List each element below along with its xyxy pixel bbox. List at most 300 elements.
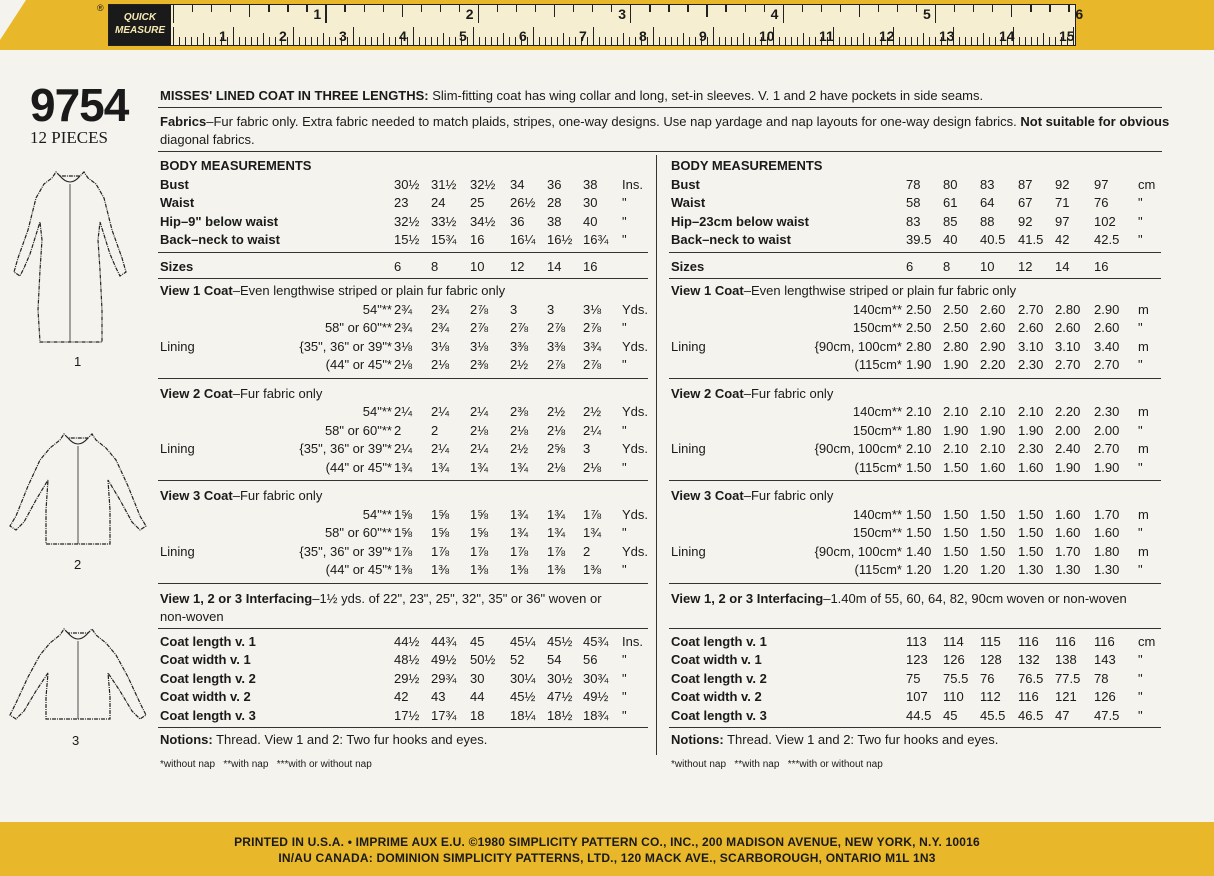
measurement-value: 39.5 <box>906 232 932 247</box>
yardage-value: 1¾ <box>510 525 529 540</box>
finished-measurement-value: 116 <box>1018 633 1039 649</box>
ruler-tick <box>215 37 216 45</box>
unit-label: " <box>1138 652 1143 667</box>
size-value: 6 <box>394 258 402 274</box>
yardage-value: 1.20 <box>943 562 969 577</box>
yardage-value: 2⅛ <box>547 459 566 475</box>
measurement-value: 16¾ <box>583 232 609 247</box>
measurement-value: 78 <box>906 176 921 192</box>
yardage-value: 1⅞ <box>510 543 529 559</box>
ruler-tick <box>1031 37 1032 45</box>
ruler-tick <box>935 5 936 23</box>
finished-measurement-value: 45 <box>943 707 958 723</box>
sketch-label-2: 2 <box>74 557 82 572</box>
yardage-value: 1.30 <box>1094 562 1120 577</box>
ruler-tick <box>515 37 516 45</box>
ruler-cm-mark: 9 <box>699 28 707 44</box>
measurement-value: 40.5 <box>980 232 1006 247</box>
finished-measurement-value: 138 <box>1055 652 1077 667</box>
yardage-value: 2.00 <box>1055 422 1081 438</box>
ruler-inch-mark: 5 <box>923 6 931 22</box>
ruler-tick <box>551 37 552 45</box>
yardage-value: 1⅞ <box>394 543 413 559</box>
yardage-value: 3⅛ <box>583 301 602 317</box>
yardage-value: 2.80 <box>906 338 932 354</box>
measurement-value: 102 <box>1094 213 1116 229</box>
ruler-cm-mark: 7 <box>579 28 587 44</box>
measurement-value: 67 <box>1018 195 1033 210</box>
ruler-tick <box>743 33 744 45</box>
ruler-tick <box>497 5 498 12</box>
measurement-label: Bust <box>160 176 189 192</box>
ruler-tick <box>971 37 972 45</box>
ruler-tick <box>197 37 198 45</box>
ruler-tick <box>535 5 536 12</box>
unit-label: Ins. <box>622 176 643 192</box>
yardage-value: 2⅝ <box>547 441 566 456</box>
ruler-tick <box>554 5 555 17</box>
yardage-value: 1⅜ <box>394 562 413 577</box>
ruler-tick <box>647 37 648 45</box>
ruler-tick <box>629 37 630 45</box>
lining-label: Lining <box>160 441 195 456</box>
yardage-value: 1.90 <box>943 422 969 438</box>
fabric-width: 54"** <box>362 506 392 522</box>
ruler-tick <box>239 37 240 45</box>
ruler-tick <box>268 5 269 12</box>
yardage-value: 1⅜ <box>470 562 489 577</box>
yardage-value: 1.90 <box>1055 459 1081 475</box>
ruler-tick <box>845 37 846 45</box>
yardage-value: 1⅞ <box>470 543 489 559</box>
ruler-tick <box>677 37 678 45</box>
yardage-value: 2⅞ <box>510 320 529 335</box>
fabric-width: 140cm** <box>852 404 902 419</box>
finished-measurement-value: 113 <box>906 633 927 649</box>
size-value: 10 <box>980 258 995 274</box>
yardage-value: 1.50 <box>1018 543 1044 559</box>
yardage-value: 2.10 <box>980 404 1006 419</box>
finished-measurement-label: Coat width v. 1 <box>160 652 251 667</box>
ruler-tick <box>983 33 984 45</box>
description-title: MISSES' LINED COAT IN THREE LENGTHS: <box>160 88 429 103</box>
ruler-tick <box>311 37 312 45</box>
unit-label: " <box>1138 232 1143 247</box>
finished-measurement-value: 48½ <box>394 652 420 667</box>
measurement-value: 71 <box>1055 195 1070 210</box>
measurement-value: 87 <box>1018 176 1033 192</box>
ruler-tick <box>317 37 318 45</box>
measurement-value: 16¼ <box>510 232 536 247</box>
unit-label: " <box>622 195 627 210</box>
size-value: 12 <box>1018 258 1033 274</box>
divider <box>158 151 1162 152</box>
finished-measurement-label: Coat width v. 2 <box>160 689 251 704</box>
section-divider <box>669 628 1161 629</box>
ruler-tick <box>725 5 726 12</box>
yardage-value: 2¼ <box>431 441 450 456</box>
fabric-width: (44" or 45"* <box>325 459 392 475</box>
ruler-tick <box>725 37 726 45</box>
finished-measurement-value: 116 <box>1094 633 1115 649</box>
ruler-tick <box>533 27 534 45</box>
yardage-value: 2.60 <box>980 301 1006 317</box>
ruler-tick <box>425 37 426 45</box>
unit-label: " <box>622 652 627 667</box>
ruler-tick <box>257 37 258 45</box>
finished-measurement-label: Coat width v. 1 <box>671 652 762 667</box>
view-subtitle: –Fur fabric only <box>232 385 323 401</box>
view-title: View 3 Coat <box>671 488 744 503</box>
ruler-tick <box>1030 5 1031 12</box>
finished-measurement-value: 45½ <box>510 689 536 704</box>
yardage-value: 2.10 <box>980 441 1006 456</box>
finished-measurement-value: 114 <box>943 633 964 649</box>
ruler-tick <box>802 5 803 12</box>
measurement-value: 34 <box>510 176 525 192</box>
measurement-value: 61 <box>943 195 958 210</box>
finished-measurement-value: 30¾ <box>583 670 609 686</box>
yardage-value: 3⅛ <box>470 338 489 354</box>
finished-measurement-value: 116 <box>1018 689 1039 704</box>
measurement-value: 30 <box>583 195 598 210</box>
finished-measurement-value: 132 <box>1018 652 1040 667</box>
ruler-tick <box>323 33 324 45</box>
measurement-value: 88 <box>980 213 995 229</box>
ruler-tick <box>1049 37 1050 45</box>
ruler-tick <box>617 37 618 45</box>
ruler-tick <box>989 37 990 45</box>
ruler-tick <box>916 5 917 12</box>
yardage-value: 2⅜ <box>470 357 489 372</box>
yardage-value: 2.90 <box>1094 301 1120 317</box>
measurement-value: 26½ <box>510 195 536 210</box>
finished-measurement-value: 75 <box>906 670 921 686</box>
unit-label: " <box>1138 707 1143 723</box>
view-title: View 3 Coat <box>160 488 233 503</box>
yardage-value: 1.60 <box>1055 525 1081 540</box>
yardage-value: 1.30 <box>1055 562 1081 577</box>
unit-label: Yds. <box>622 404 649 419</box>
yardage-value: 1⅜ <box>547 562 566 577</box>
yardage-value: 1.80 <box>1094 543 1120 559</box>
ruler-tick <box>965 37 966 45</box>
yardage-value: 2.30 <box>1018 357 1044 372</box>
lining-label: Lining <box>671 441 706 456</box>
ruler-tick <box>683 33 684 45</box>
yardage-value: 1.20 <box>980 562 1006 577</box>
finished-measurement-value: 49½ <box>431 652 457 667</box>
view-subtitle: –Fur fabric only <box>232 488 323 503</box>
section-divider <box>158 480 648 481</box>
unit-label: Yds. <box>622 301 649 317</box>
ruler-tick <box>179 37 180 45</box>
measurement-value: 16 <box>470 232 485 247</box>
measurement-value: 76 <box>1094 195 1109 210</box>
unit-label: " <box>1138 670 1143 686</box>
fabric-width: 54"** <box>362 404 392 419</box>
measurement-value: 36 <box>547 176 562 192</box>
finished-measurement-value: 17½ <box>394 707 420 723</box>
yardage-value: 2¼ <box>394 441 413 456</box>
measurement-label: Waist <box>671 195 706 210</box>
fabric-width: {35", 36" or 39"* <box>299 338 392 354</box>
ruler-tick <box>749 37 750 45</box>
section-divider <box>158 378 648 379</box>
ruler-tick <box>249 5 250 17</box>
yardage-value: 2.20 <box>1055 404 1081 419</box>
yardage-value: 2.50 <box>943 301 969 317</box>
yardage-value: 2⅞ <box>470 320 489 335</box>
unit-label: " <box>622 422 627 438</box>
notions-title: Notions: <box>671 732 724 747</box>
view-title: View 1 Coat <box>160 283 233 298</box>
yardage-value: 2¼ <box>583 422 602 438</box>
measurement-label: Bust <box>671 176 700 192</box>
ruler-tick <box>665 37 666 45</box>
unit-label: " <box>1138 320 1143 335</box>
fabric-width: 58" or 60"** <box>324 525 392 540</box>
unit-label: " <box>1138 213 1143 229</box>
ruler-tick <box>797 37 798 45</box>
yardage-value: 3⅜ <box>510 338 529 354</box>
ruler-tick <box>402 5 403 17</box>
finished-measurement-value: 49½ <box>583 689 609 704</box>
unit-label: " <box>1138 562 1143 577</box>
measurement-value: 33½ <box>431 213 457 229</box>
ruler-tick <box>779 37 780 45</box>
interfacing-note <box>671 591 1127 607</box>
ruler-tick <box>973 5 974 12</box>
unit-label: Yds. <box>622 338 649 354</box>
measurement-value: 40 <box>943 232 958 247</box>
unit-label: " <box>622 689 627 704</box>
yardage-value: 2¼ <box>394 404 413 419</box>
ruler-tick <box>459 5 460 12</box>
ruler-tick <box>227 37 228 45</box>
yardage-value: 2.30 <box>1094 404 1120 419</box>
bottom-yellow-band <box>0 822 1214 876</box>
yardage-value: 2½ <box>583 404 602 419</box>
unit-label: " <box>1138 459 1143 475</box>
ruler-cm-mark: 12 <box>879 28 895 44</box>
ruler-tick <box>1055 37 1056 45</box>
measurement-value: 32½ <box>394 213 420 229</box>
finished-measurement-value: 116 <box>1055 633 1076 649</box>
notions-text: Thread. View 1 and 2: Two fur hooks and eyes. <box>723 732 999 747</box>
unit-label: " <box>622 213 627 229</box>
finished-measurement-value: 46.5 <box>1018 707 1044 723</box>
unit-label: Yds. <box>622 441 649 456</box>
ruler-tick <box>443 33 444 45</box>
yardage-value: 2.70 <box>1055 357 1081 372</box>
ruler-tick <box>251 37 252 45</box>
fabrics-text: –Fur fabric only. Extra fabric needed to match plaids, stripes, one-way designs. Use nap yardage and nap layouts for one-way design fabrics. <box>206 114 1017 129</box>
yardage-value: 2¾ <box>431 320 450 335</box>
ruler-tick <box>689 37 690 45</box>
finished-measurement-value: 50½ <box>470 652 496 667</box>
fabric-width: {35", 36" or 39"* <box>299 543 392 559</box>
yardage-value: 1.90 <box>1018 422 1044 438</box>
section-divider <box>669 727 1161 728</box>
finished-measurement-label: Coat width v. 2 <box>671 689 762 704</box>
ruler-tick <box>592 5 593 12</box>
yardage-value: 2⅛ <box>470 422 489 438</box>
ruler-tick <box>653 27 654 45</box>
section-divider <box>158 252 648 253</box>
finished-measurement-label: Coat length v. 2 <box>671 670 767 686</box>
ruler-tick <box>299 37 300 45</box>
yardage-value: 2¾ <box>394 301 413 317</box>
ruler-tick <box>959 37 960 45</box>
ruler-tick <box>659 37 660 45</box>
unit-label: " <box>622 670 627 686</box>
finished-measurement-value: 18 <box>470 707 485 723</box>
unit-label: " <box>622 320 627 335</box>
yardage-value: 1¾ <box>583 525 602 540</box>
yardage-value: 1¾ <box>547 506 566 522</box>
lining-label: Lining <box>671 338 706 354</box>
measurement-value: 23 <box>394 195 409 210</box>
finished-measurement-value: 29¾ <box>431 670 457 686</box>
yardage-value: 1.50 <box>943 525 969 540</box>
ruler-tick <box>599 37 600 45</box>
yardage-value: 1.30 <box>1018 562 1044 577</box>
registered-mark: ® <box>97 3 104 13</box>
yardage-value: 2.50 <box>906 301 932 317</box>
finished-measurement-value: 76 <box>980 670 995 686</box>
finished-measurement-value: 52 <box>510 652 525 667</box>
yardage-value: 2.60 <box>980 320 1006 335</box>
unit-label: " <box>1138 525 1143 540</box>
yardage-value: 3.10 <box>1055 338 1081 354</box>
yardage-value: 2.80 <box>943 338 969 354</box>
finished-measurement-label: Coat length v. 1 <box>671 633 767 649</box>
ruler-tick <box>383 5 384 12</box>
yardage-value: 1⅞ <box>431 543 450 559</box>
ruler-tick <box>630 5 631 23</box>
sizes-label: Sizes <box>160 258 194 274</box>
finished-measurement-value: 121 <box>1055 689 1077 704</box>
yardage-value: 2¾ <box>431 301 450 317</box>
unit-label: m <box>1138 404 1149 419</box>
measurement-value: 85 <box>943 213 958 229</box>
yardage-value: 2⅛ <box>394 357 413 372</box>
finished-measurement-value: 115 <box>980 633 1001 649</box>
unit-label: Yds. <box>622 543 649 559</box>
ruler-tick <box>557 37 558 45</box>
finished-measurement-value: 75.5 <box>943 670 969 686</box>
yardage-value: 1.50 <box>980 506 1006 522</box>
ruler-tick <box>649 5 650 12</box>
unit-label: m <box>1138 338 1149 354</box>
finished-measurement-value: 54 <box>547 652 562 667</box>
ruler-tick <box>839 37 840 45</box>
ruler-tick <box>1049 5 1050 12</box>
size-value: 6 <box>906 258 914 274</box>
ruler-tick <box>497 37 498 45</box>
finished-measurement-label: Coat length v. 3 <box>671 707 767 723</box>
view-yardage-title <box>671 386 833 402</box>
ruler-tick <box>173 5 174 23</box>
view-subtitle: –Even lengthwise striped or plain fur fabric only <box>232 283 506 298</box>
interfacing-title: View 1, 2 or 3 Interfacing <box>671 590 824 606</box>
ruler-tick <box>809 37 810 45</box>
interfacing-text: –1½ yds. of 22", 23", 25", 32", 35" or 36" woven or <box>312 590 602 606</box>
yardage-value: 1.50 <box>943 506 969 522</box>
yardage-value: 1.50 <box>943 459 969 475</box>
ruler-tick <box>413 27 414 45</box>
description <box>160 88 983 104</box>
ruler-tick <box>911 37 912 45</box>
footnote: *without nap **with nap ***with or without nap <box>671 758 883 770</box>
finished-measurement-label: Coat length v. 3 <box>160 707 256 723</box>
ruler-cm-mark: 4 <box>399 28 407 44</box>
view-2-coat-sketch <box>6 430 151 550</box>
ruler-inch-mark: 1 <box>313 6 322 22</box>
fabrics-note <box>160 114 1170 130</box>
ruler-tick <box>455 37 456 45</box>
finished-measurement-value: 128 <box>980 652 1002 667</box>
ruler-tick <box>897 5 898 12</box>
ruler-tick <box>857 37 858 45</box>
yardage-value: 3 <box>547 301 555 317</box>
ruler-tick <box>671 37 672 45</box>
measurement-value: 64 <box>980 195 995 210</box>
interfacing-text: –1.40m of 55, 60, 64, 82, 90cm woven or non-woven <box>823 590 1127 606</box>
yardage-value: 1.50 <box>980 543 1006 559</box>
yardage-value: 2.60 <box>1055 320 1081 335</box>
finished-measurement-value: 78 <box>1094 670 1109 686</box>
fabrics-label: Fabrics <box>160 114 207 129</box>
fabric-width: {90cm, 100cm* <box>814 338 902 354</box>
yardage-value: 1.60 <box>1055 506 1081 522</box>
yardage-value: 2⅛ <box>431 357 450 372</box>
ruler-tick <box>431 37 432 45</box>
ruler-tick <box>1025 37 1026 45</box>
unit-label: Ins. <box>622 633 643 649</box>
view-yardage-title <box>160 386 322 402</box>
yardage-value: 2.00 <box>1094 422 1120 438</box>
finished-measurement-value: 110 <box>943 689 964 704</box>
fabric-width: 140cm** <box>852 301 902 317</box>
ruler-tick <box>371 37 372 45</box>
ruler-tick <box>821 5 822 12</box>
ruler-tick <box>573 5 574 12</box>
yardage-value: 2.50 <box>943 320 969 335</box>
ruler-tick <box>635 37 636 45</box>
yardage-value: 1⅝ <box>394 525 413 540</box>
measurement-value: 16½ <box>547 232 573 247</box>
view-1-coat-sketch <box>6 170 136 345</box>
yardage-value: 1.50 <box>980 525 1006 540</box>
ruler-tick <box>419 37 420 45</box>
ruler-tick <box>935 37 936 45</box>
unit-label: m <box>1138 441 1149 456</box>
ruler-tick <box>478 5 479 23</box>
finished-measurement-value: 56 <box>583 652 598 667</box>
unit-label: m <box>1138 506 1149 522</box>
measurement-value: 34½ <box>470 213 496 229</box>
ruler-tick <box>353 27 354 45</box>
fabric-width: {90cm, 100cm* <box>814 543 902 559</box>
measurement-value: 36 <box>510 213 525 229</box>
body-measurements-title: BODY MEASUREMENTS <box>160 158 312 173</box>
divider <box>158 107 1162 108</box>
measurement-value: 83 <box>906 213 921 229</box>
unit-label: " <box>1138 195 1143 210</box>
ruler-tick <box>437 37 438 45</box>
